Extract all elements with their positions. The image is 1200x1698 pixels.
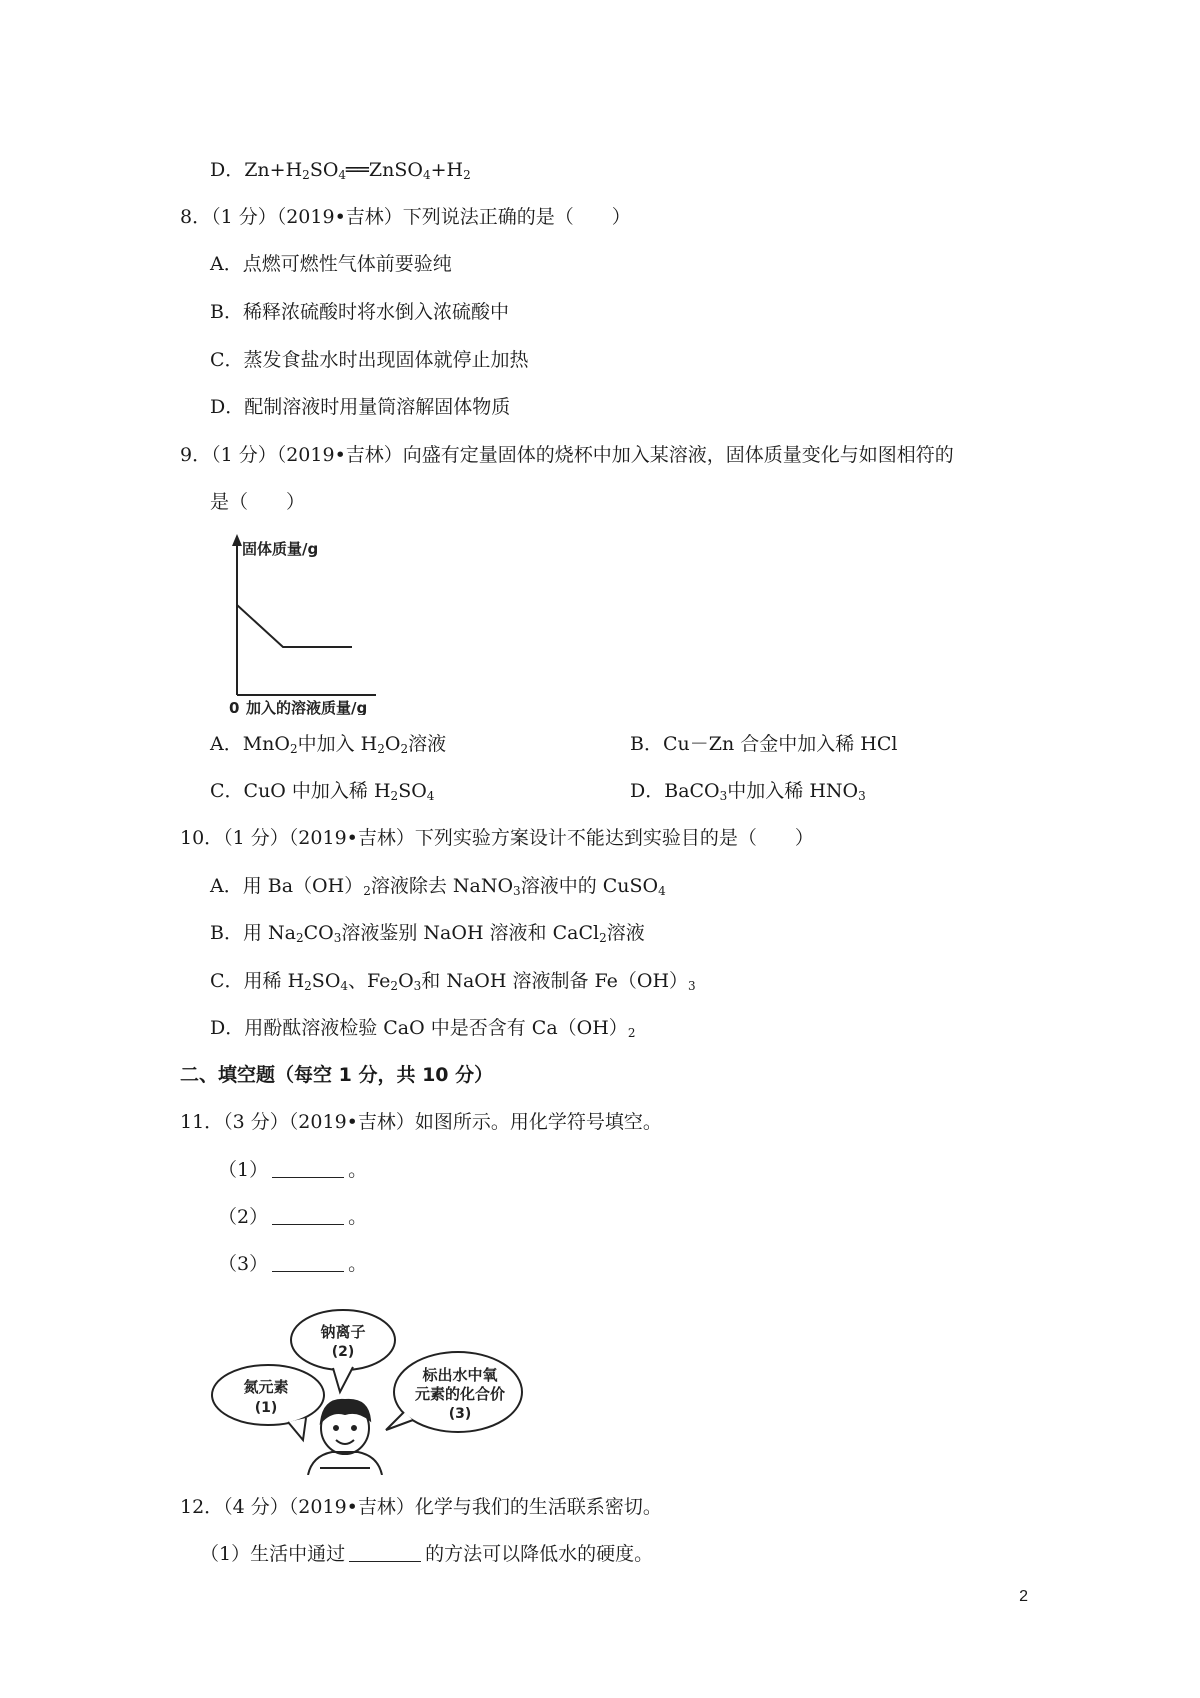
text: 的方法可以降低水的硬度。: [425, 1543, 654, 1565]
q9-option-c: [210, 779, 434, 803]
text: 溶液鉴别 NaOH 溶液和 CaCl: [341, 922, 600, 944]
x-axis-label: 加入的溶液质量/g: [246, 699, 368, 715]
subscript: 3: [513, 884, 521, 898]
text: 溶液: [408, 733, 447, 755]
mass-curve: [237, 605, 352, 647]
answer-blank[interactable]: [272, 1253, 344, 1272]
subscript: 2: [627, 1026, 636, 1040]
text: 中加入 H: [297, 733, 378, 755]
subscript: 2: [363, 884, 371, 898]
subscript: 2: [390, 789, 399, 803]
subscript: 3: [719, 789, 728, 803]
formula-part: D．Zn+H: [210, 159, 303, 181]
subscript: 2: [390, 979, 399, 993]
subscript: 3: [688, 979, 696, 993]
q11-blank-3: [218, 1252, 367, 1276]
text: SO: [311, 970, 341, 992]
q9-option-a: [210, 732, 446, 756]
q9-stem-line2: 是（ ）: [210, 491, 306, 513]
subscript: 2: [302, 168, 310, 182]
text: C．CuO 中加入稀 H: [210, 780, 391, 802]
text: A．MnO: [210, 733, 290, 755]
origin-label: 0: [229, 699, 240, 715]
answer-blank[interactable]: [349, 1543, 421, 1562]
answer-blank[interactable]: [272, 1206, 344, 1225]
subscript: 4: [340, 979, 349, 993]
q10-stem: 10．（1 分）（2019•吉林）下列实验方案设计不能达到实验目的是（ ）: [180, 827, 814, 849]
formula-part: ══ZnSO: [346, 159, 423, 181]
text: D．用酚酞溶液检验 CaO 中是否含有 Ca（OH）: [210, 1017, 628, 1039]
q9-chart: [226, 530, 406, 715]
q11-blank-2: [218, 1205, 367, 1229]
subscript: 2: [304, 979, 312, 993]
text: 溶液中的 CuSO: [520, 875, 659, 897]
text: 、Fe: [348, 970, 391, 992]
text: （1）生活中通过: [200, 1543, 346, 1565]
q10-option-a: [210, 874, 666, 898]
q11-blank-1: [218, 1158, 367, 1182]
q10-option-b: [210, 921, 645, 945]
bubble-2-line1: 钠离子: [320, 1323, 366, 1341]
blank-label: （1）: [218, 1159, 269, 1181]
subscript: 3: [858, 789, 866, 803]
q8-option-a: A．点燃可燃性气体前要验纯: [210, 253, 452, 275]
q10-option-c: [210, 969, 696, 993]
subscript: 3: [413, 979, 422, 993]
subscript: 2: [599, 931, 607, 945]
q9-option-d: [630, 779, 866, 803]
subscript: 2: [463, 168, 471, 182]
y-axis-arrow: [232, 534, 242, 546]
text: D．BaCO: [630, 780, 720, 802]
subscript: 2: [400, 742, 409, 756]
text: 。: [348, 1206, 368, 1228]
q8-option-b: B．稀释浓硫酸时将水倒入浓硫酸中: [210, 301, 509, 323]
text: O: [398, 970, 414, 992]
subscript: 2: [377, 742, 385, 756]
formula-part: +H: [430, 159, 464, 181]
q7-option-d: [210, 158, 471, 182]
bubble-3-line2: 元素的化合价: [414, 1385, 506, 1403]
formula-part: SO: [309, 159, 339, 181]
q8-stem: 8．（1 分）（2019•吉林）下列说法正确的是（ ）: [180, 206, 631, 228]
subscript: 4: [338, 168, 347, 182]
blank-label: （2）: [218, 1206, 269, 1228]
text: 溶液: [606, 922, 645, 944]
q9-option-b: B．Cu－Zn 合金中加入稀 HCl: [630, 733, 898, 755]
text: B．用 Na: [210, 922, 296, 944]
q12-sub-1: [200, 1542, 653, 1566]
subscript: 4: [422, 168, 431, 182]
page-number: 2: [1019, 1588, 1028, 1605]
bubble-2-line2: (2): [331, 1344, 355, 1360]
q11-illustration-svg: [208, 1300, 538, 1475]
text: C．用稀 H: [210, 970, 305, 992]
text: 中加入稀 HNO: [727, 780, 859, 802]
subscript: 2: [290, 742, 298, 756]
bubble-1-line1: 氮元素: [243, 1378, 289, 1396]
answer-blank[interactable]: [272, 1159, 344, 1178]
bubble-1-line2: (1): [254, 1400, 278, 1416]
text: 和 NaOH 溶液制备 Fe（OH）: [421, 970, 689, 992]
q10-option-d: [210, 1016, 635, 1040]
subscript: 4: [658, 884, 666, 898]
q9-stem-line1: 9．（1 分）（2019•吉林）向盛有定量固体的烧杯中加入某溶液，固体质量变化与如图相符的: [180, 444, 954, 466]
q11-stem: 11．（3 分）（2019•吉林）如图所示。用化学符号填空。: [180, 1111, 662, 1133]
text: O: [384, 733, 401, 755]
text: 。: [348, 1253, 368, 1275]
section-2-title: 二、填空题（每空 1 分，共 10 分）: [180, 1064, 494, 1086]
bubble-3-line1: 标出水中氧: [422, 1366, 498, 1384]
text: SO: [398, 780, 427, 802]
text: A．用 Ba（OH）: [210, 875, 364, 897]
text: 。: [348, 1159, 368, 1181]
subscript: 4: [426, 789, 435, 803]
bubble-3-line3: (3): [448, 1406, 472, 1422]
blank-label: （3）: [218, 1253, 269, 1275]
y-axis-label: 固体质量/g: [242, 540, 319, 558]
child-figure-icon: [308, 1400, 382, 1475]
subscript: 2: [295, 931, 304, 945]
text: CO: [303, 922, 334, 944]
q12-stem: 12．（4 分）（2019•吉林）化学与我们的生活联系密切。: [180, 1496, 662, 1518]
subscript: 3: [333, 931, 342, 945]
q11-illustration: [208, 1300, 538, 1475]
text: 溶液除去 NaNO: [370, 875, 514, 897]
q8-option-d: D．配制溶液时用量筒溶解固体物质: [210, 396, 511, 418]
q9-chart-svg: [226, 530, 406, 715]
bubble-tail: [333, 1367, 353, 1392]
q8-option-c: C．蒸发食盐水时出现固体就停止加热: [210, 349, 529, 371]
